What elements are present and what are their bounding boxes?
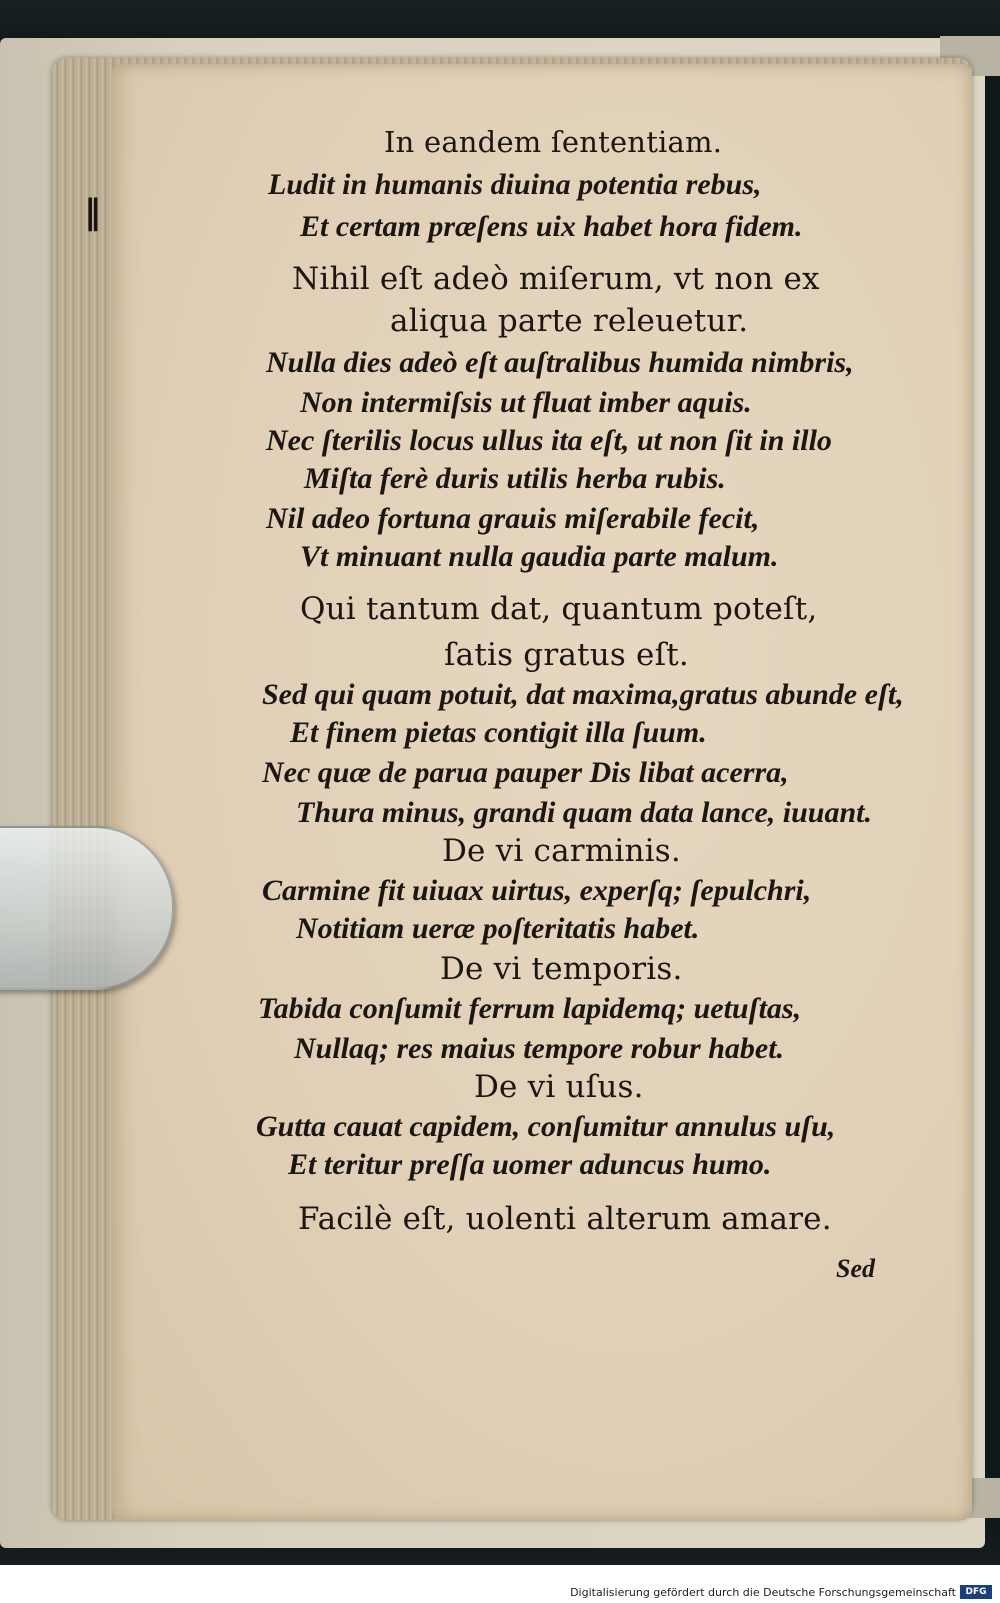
verse-line: Nec ſterilis locus ullus ita eſt, ut non ſit in illo (266, 424, 832, 457)
verse-line: Sed qui quam potuit, dat maxima,gratus abunde eſt, (262, 678, 904, 711)
verse-line: Ludit in humanis diuina potentia rebus, (268, 168, 762, 201)
glass-page-clamp (0, 826, 174, 990)
verse-line: Et teritur preſſa uomer aduncus humo. (288, 1148, 772, 1181)
verse-line: Nulla dies adeò eſt auſtralibus humida nimbris, (266, 346, 854, 379)
verse-line: Non intermiſsis ut fluat imber aquis. (300, 386, 752, 419)
heading-in-eandem: In eandem ſententiam. (384, 125, 723, 159)
verse-line: Nil adeo fortuna grauis miſerabile fecit, (266, 502, 760, 535)
verse-line: Carmine fit uiuax uirtus, experſq; ſepulchri, (262, 874, 812, 907)
verse-line: Nec quæ de parua pauper Dis libat acerra, (262, 756, 789, 789)
catchword: Sed (836, 1254, 875, 1283)
heading-de-vi-carminis: De vi carminis. (442, 833, 681, 869)
verse-line: Nullaq; res maius tempore robur habet. (294, 1032, 785, 1065)
verse-line: Notitiam ueræ poſteritatis habet. (296, 912, 700, 945)
margin-mark: ‖ (84, 192, 101, 232)
heading-nihil-est-cont: aliqua parte releuetur. (390, 303, 749, 339)
heading-qui-tantum-cont: ſatis gratus eſt. (444, 637, 689, 673)
verse-line: Tabida conſumit ferrum lapidemq; uetuſtas, (258, 992, 802, 1025)
heading-de-vi-usus: De vi uſus. (474, 1069, 644, 1105)
heading-facile-est: Facilè eſt, uolenti alterum amare. (298, 1201, 832, 1237)
verse-line: Vt minuant nulla gaudia parte malum. (300, 540, 779, 573)
verse-line: Et finem pietas contigit illa ſuum. (290, 716, 707, 749)
heading-de-vi-temporis: De vi temporis. (440, 951, 683, 987)
verse-line: Gutta cauat capidem, conſumitur annulus uſu, (256, 1110, 836, 1143)
dfg-logo: DFG (960, 1585, 992, 1599)
verse-line: Thura minus, grandi quam data lance, iuuant. (296, 796, 873, 829)
footer-credit: Digitalisierung gefördert durch die Deutsche Forschungsgemeinschaft (570, 1586, 956, 1599)
verse-line: Et certam præſens uix habet hora fidem. (300, 210, 803, 243)
heading-nihil-est: Nihil eſt adeò miſerum, vt non ex (292, 261, 820, 297)
verse-line: Miſta ferè duris utilis herba rubis. (304, 462, 726, 495)
heading-qui-tantum: Qui tantum dat, quantum poteſt, (300, 591, 818, 627)
